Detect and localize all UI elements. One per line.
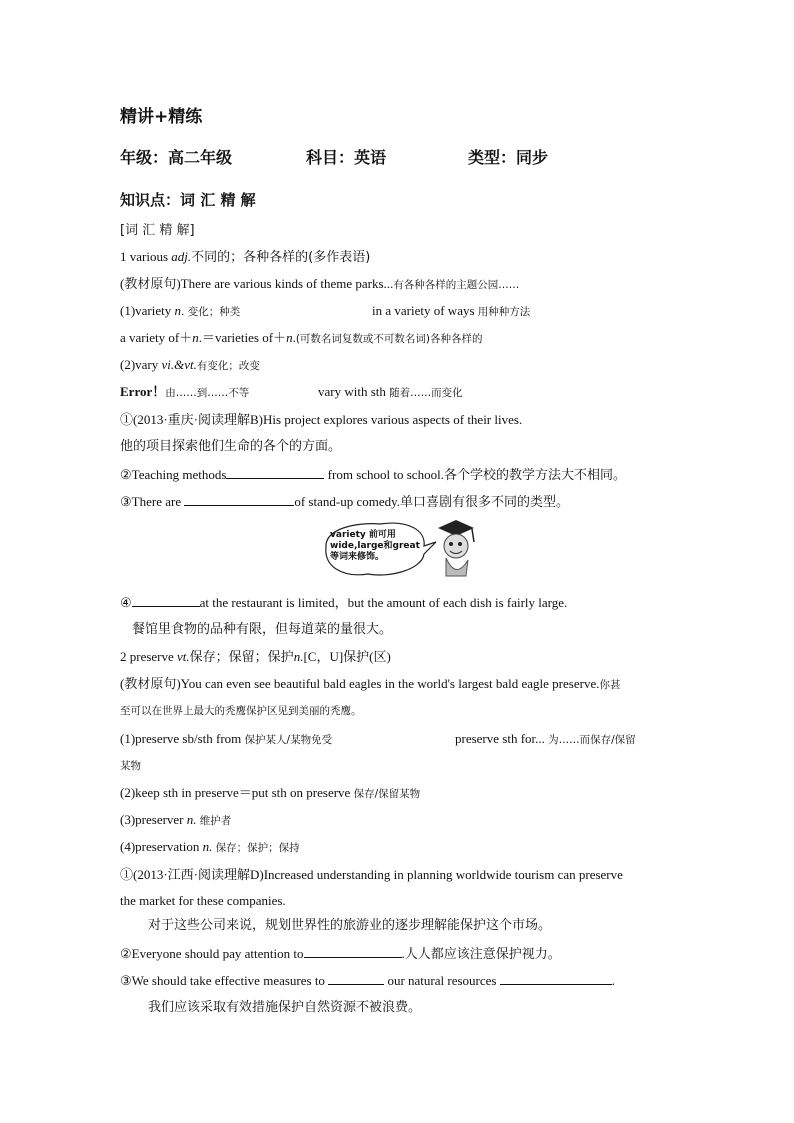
- subject-label: 科目：英语: [306, 148, 387, 167]
- word1-example2: ②Teaching methods from school to school.各个学校的教学方法大不相同。: [120, 467, 626, 483]
- type-label: 类型：同步: [468, 148, 549, 167]
- word2-example3: ③We should take effective measures to our natural resources .: [120, 973, 615, 988]
- word2-example1: ①(2013·江西·阅读理解D)Increased understanding in planning worldwide tourism can preserve: [120, 867, 623, 882]
- page-title: 精讲+精练: [120, 107, 203, 127]
- word2-heading: 2 preserve vt.保存；保留；保护n.[C，U]保护(区): [120, 649, 391, 665]
- word2-textbook-translation: 至可以在世界上最大的秃鹰保护区见到美丽的秃鹰。: [120, 705, 362, 717]
- answer-blank[interactable]: [184, 493, 294, 506]
- tip-cartoon: [318, 518, 478, 580]
- word1-heading: 1 various adj.不同的；各种各样的(多作表语): [120, 249, 371, 265]
- graduate-cartoon-icon: [430, 518, 478, 580]
- bubble-text: variety 前可用 wide,large和great 等词来修饰。: [330, 530, 420, 562]
- word1-point1-phrase: in a variety of ways 用种种方法: [372, 303, 531, 318]
- word2-point1: (1)preserve sb/sth from 保护某人/某物免受: [120, 731, 333, 746]
- word1-vary-with: vary with sth 随着……而变化: [318, 384, 463, 399]
- word1-error-line: Error！由……到……不等: [120, 384, 250, 399]
- word2-point1-for: preserve sth for... 为……而保存/保留: [455, 731, 636, 746]
- knowledge-point: 知识点：词 汇 精 解: [120, 191, 256, 209]
- word1-example4-translation: 餐馆里食物的品种有限，但每道菜的量很大。: [132, 622, 393, 637]
- word1-textbook-sentence: (教材原句)There are various kinds of theme parks...有各种各样的主题公园……: [120, 276, 520, 291]
- word2-textbook-sentence: (教材原句)You can even see beautiful bald eagles in the world's largest bald eagle preserve.你甚: [120, 676, 621, 691]
- word1-point1-structure: a variety of＋n.＝varieties of＋n.(可数名词复数或不可数名词)各种各样的: [120, 330, 483, 345]
- word2-example1-cont: the market for these companies.: [120, 893, 286, 908]
- word1-point2: (2)vary vi.&vt.有变化；改变: [120, 357, 260, 372]
- answer-blank[interactable]: [226, 466, 324, 479]
- word1-point1: (1)variety n. 变化；种类: [120, 303, 241, 318]
- grade-label: 年级：高二年级: [120, 148, 233, 167]
- answer-blank[interactable]: [500, 972, 612, 985]
- word2-example3-translation: 我们应该采取有效措施保护自然资源不被浪费。: [148, 1000, 422, 1015]
- section-tag: [词 汇 精 解]: [120, 223, 195, 238]
- word1-example3: ③There are of stand-up comedy.单口喜剧有很多不同的类型。: [120, 494, 570, 510]
- word2-point2: (2)keep sth in preserve＝put sth on preserve 保存/保留某物: [120, 785, 421, 800]
- word2-point1-cont: 某物: [120, 760, 141, 772]
- answer-blank[interactable]: [304, 945, 402, 958]
- word2-example2: ②Everyone should pay attention to .人人都应该注意保护视力。: [120, 946, 561, 962]
- word1-example1: ①(2013·重庆·阅读理解B)His project explores various aspects of their lives.: [120, 412, 523, 427]
- answer-blank[interactable]: [328, 972, 384, 985]
- word2-point4: (4)preservation n. 保存；保护；保持: [120, 839, 300, 854]
- word1-example1-translation: 他的项目探索他们生命的各个的方面。: [120, 439, 342, 454]
- answer-blank[interactable]: [132, 594, 200, 607]
- word1-example4: ④ at the restaurant is limited，but the amount of each dish is fairly large.: [120, 595, 568, 610]
- word2-point3: (3)preserver n. 维护者: [120, 812, 232, 827]
- word2-example1-translation: 对于这些公司来说，规划世界性的旅游业的逐步理解能保护这个市场。: [148, 918, 552, 933]
